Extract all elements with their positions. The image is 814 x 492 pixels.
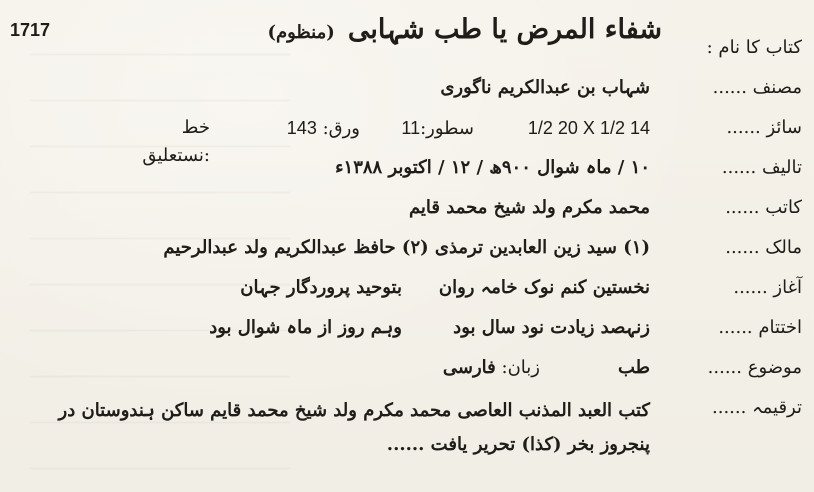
row-book-name bbox=[12, 34, 802, 64]
book-name-label: کتاب کا نام : bbox=[706, 37, 802, 58]
size-lines-label: سطور bbox=[426, 118, 474, 139]
beginning-verse-1: نخستین کنم نوک خامہ روان bbox=[438, 277, 650, 298]
row-author bbox=[12, 74, 802, 104]
beginning-label: آغاز ...... bbox=[733, 277, 802, 298]
owner-value: (۱) سید زین العابدین ترمذی (۲) حافظ عبدالکریم ولد عبدالرحیم bbox=[163, 237, 650, 258]
scribe-value: محمد مکرم ولد شیخ محمد قایم bbox=[408, 197, 650, 218]
size-label: سائز ...... bbox=[726, 117, 802, 138]
size-lines-value: 11 bbox=[401, 118, 421, 138]
ending-label: اختتام ...... bbox=[718, 317, 802, 338]
row-size bbox=[12, 114, 802, 166]
beginning-verses bbox=[130, 274, 650, 304]
compilation-label: تالیف ...... bbox=[721, 157, 802, 178]
subject-label: موضوع ...... bbox=[707, 357, 802, 378]
size-script-value: نستعلیق bbox=[142, 145, 204, 166]
row-owner bbox=[12, 234, 802, 264]
ending-verses bbox=[130, 314, 650, 344]
language bbox=[443, 354, 540, 382]
colophon-label: ترقیمہ ...... bbox=[712, 397, 802, 418]
owner-label: مالک ...... bbox=[725, 237, 802, 258]
language-value: فارسی bbox=[442, 357, 496, 378]
language-label: زبان: bbox=[501, 357, 540, 378]
row-beginning bbox=[12, 274, 802, 304]
compilation-value: ۱۰ / ماہ شوال ۹۰۰ھ / ۱۲ / اکتوبر ۱۳۸۸ء bbox=[335, 157, 650, 178]
ending-verse-2: وہم روز از ماہ شوال بود bbox=[209, 317, 402, 338]
row-scribe bbox=[12, 194, 802, 224]
size-pages-label: ورق bbox=[328, 118, 360, 139]
subject-language bbox=[130, 354, 650, 384]
row-colophon bbox=[12, 394, 802, 466]
size-dimensions: 1/2 20 X 1/2 14 bbox=[527, 118, 650, 138]
row-compilation bbox=[12, 154, 802, 184]
row-ending bbox=[12, 314, 802, 344]
scribe-label: کاتب ...... bbox=[725, 197, 802, 218]
size-lines: سطور:11 bbox=[401, 118, 474, 139]
size-script: خط :نستعلیق bbox=[142, 117, 210, 166]
catalog-number: 1717 bbox=[10, 20, 51, 40]
size-pages-value: 143 bbox=[286, 118, 317, 138]
author-value: شہاب بن عبدالکریم ناگوری bbox=[440, 77, 650, 98]
size-details bbox=[130, 114, 650, 166]
beginning-verse-2: بتوحید پروردگار جہان bbox=[240, 277, 402, 298]
size-script-label: خط bbox=[181, 117, 210, 138]
size-pages: ورق: 143 bbox=[286, 118, 360, 139]
ending-verse-1: زنہصد زیادت نود سال بود bbox=[453, 317, 650, 338]
title-suffix: (منظوم) bbox=[267, 22, 335, 43]
subject-value: طب bbox=[617, 357, 650, 378]
author-label: مصنف ...... bbox=[712, 77, 802, 98]
row-subject bbox=[12, 354, 802, 384]
book-title: شفاء المرض یا طب شہابی bbox=[347, 14, 662, 45]
colophon-value: کتب العبد المذنب العاصی محمد مکرم ولد شیخ محمد قایم ساکن ہندوستان در پنجروز بخر (کذا) تحریر یافت ...... bbox=[58, 400, 650, 455]
